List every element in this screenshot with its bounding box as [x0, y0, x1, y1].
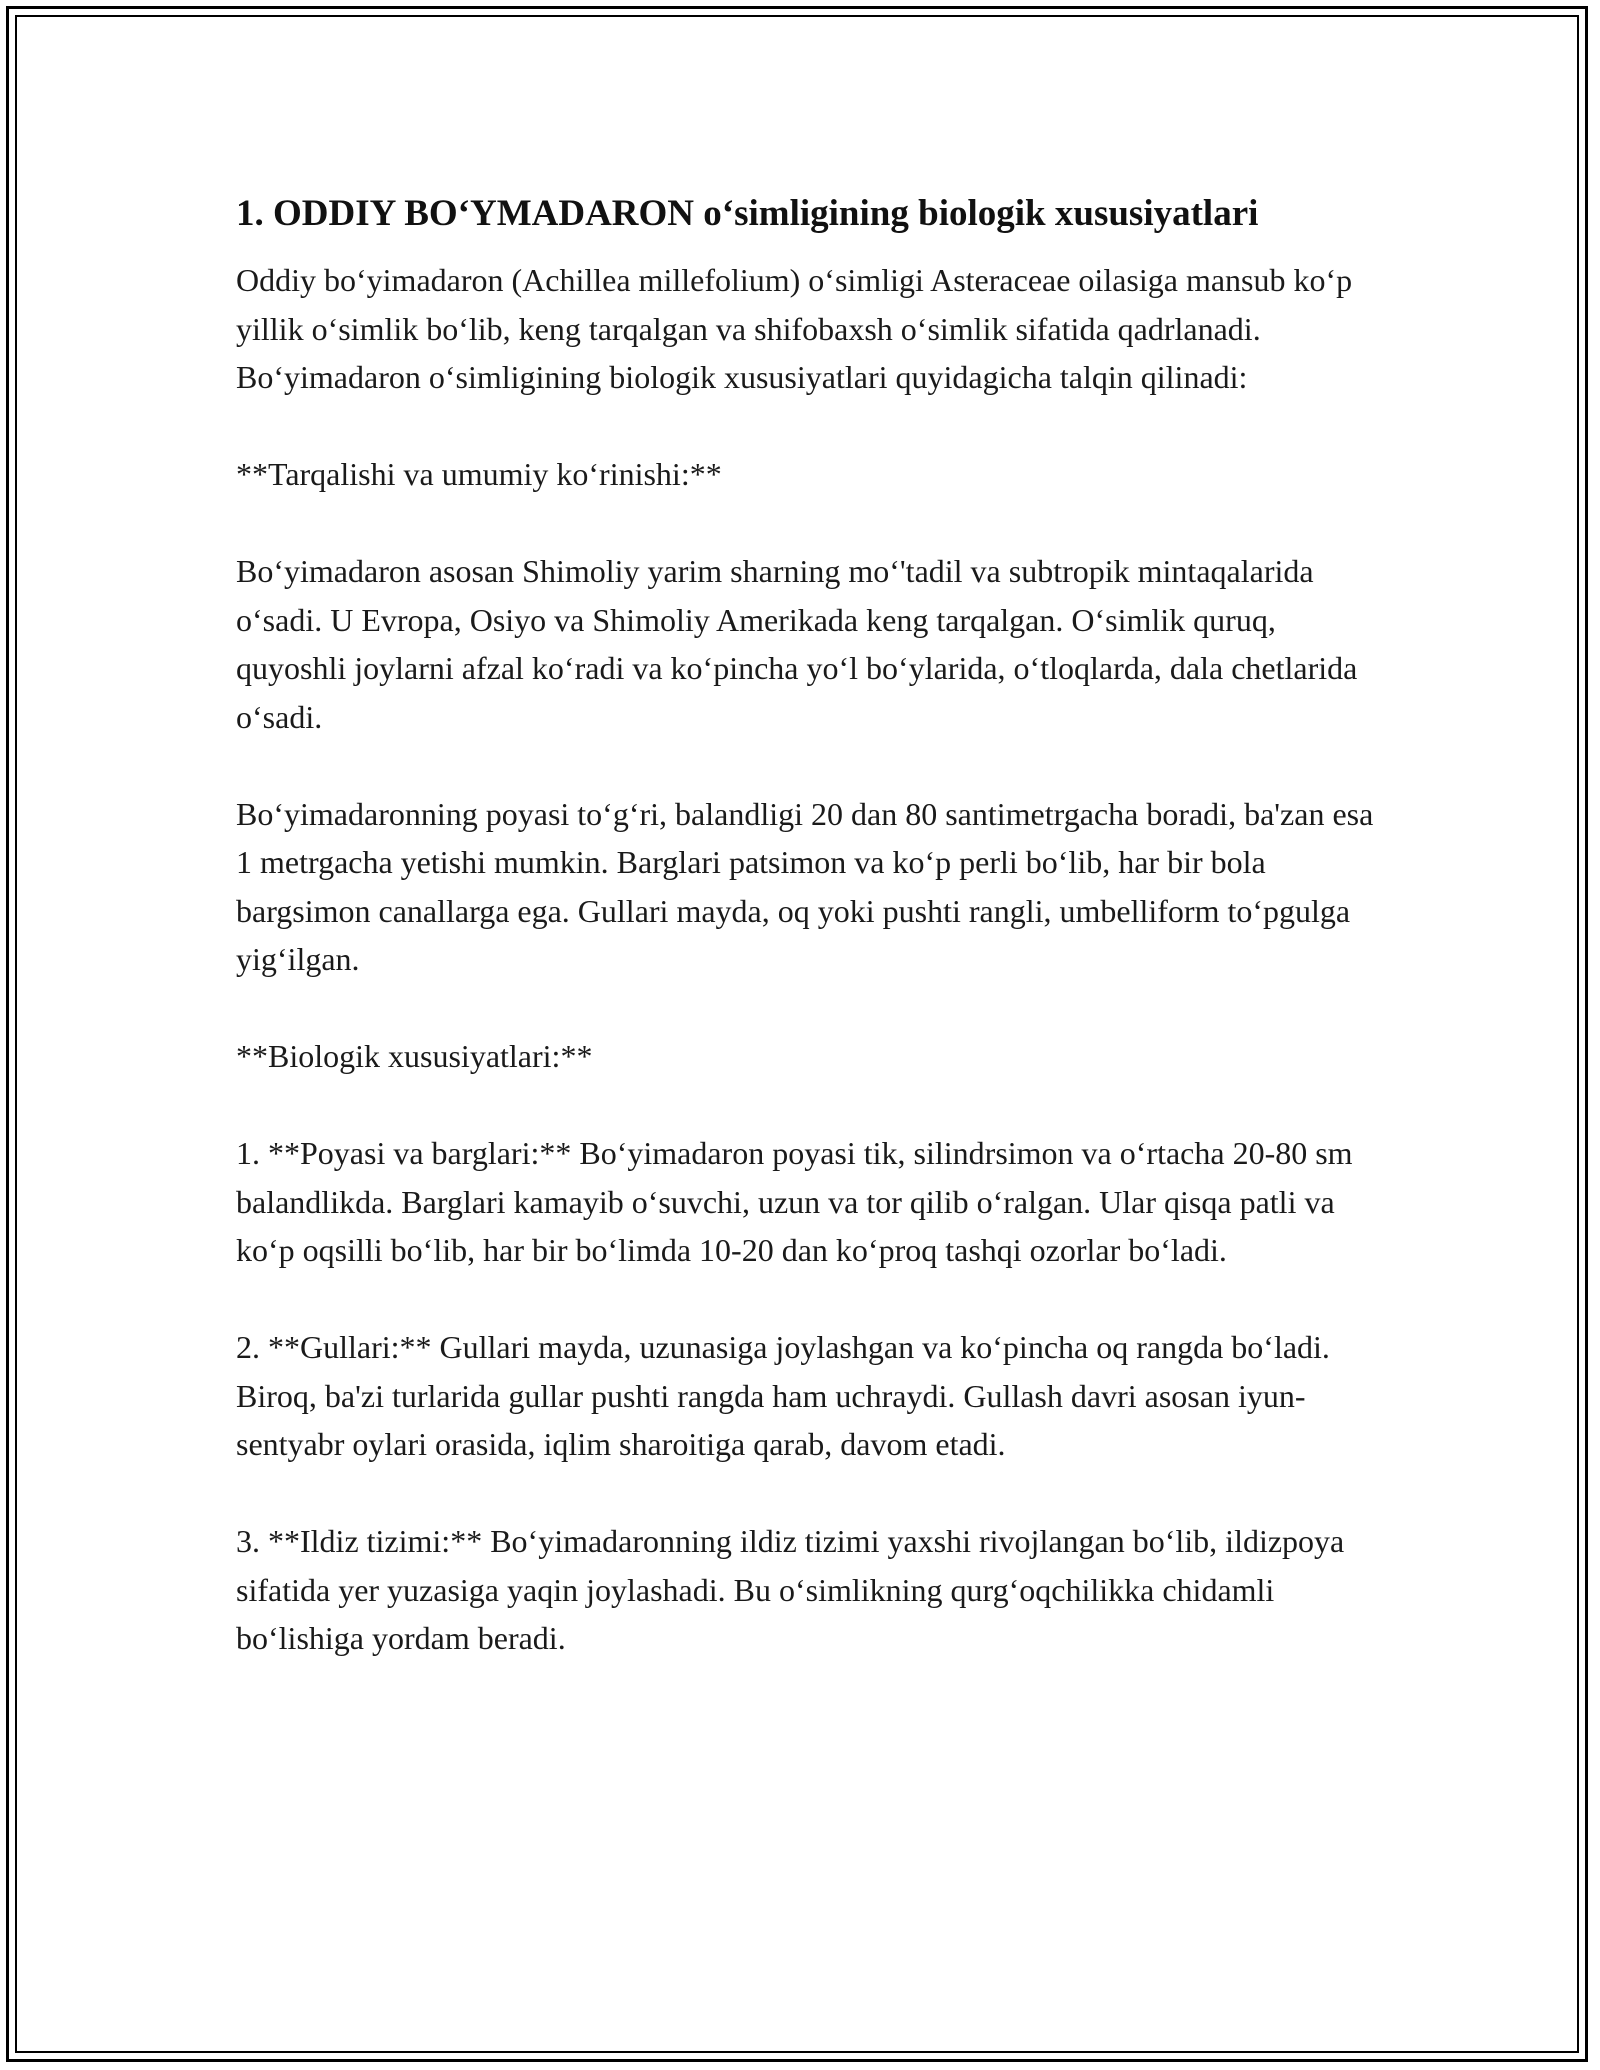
- heading-distribution: **Tarqalishi va umumiy ko‘rinishi:**: [236, 456, 722, 492]
- list-item-stem-leaves: 1. **Poyasi va barglari:** Bo‘yimadaron poyasi tik, silindrsimon va o‘rtacha 20-80 sm balandlikda. Barglari kamayib o‘suvchi, uzun va tor qilib o‘ralgan. Ular qisqa patli va ko‘p oqsilli bo‘lib, har bir bo‘limda 10-20 dan ko‘proq tashqi ozorlar bo‘ladi.: [236, 1135, 1353, 1268]
- document-body: [236, 186, 1386, 1711]
- document-title: 1. ODDIY BO‘YMADARON o‘simligining biologik xususiyatlari: [236, 193, 1259, 234]
- heading-biological-features: **Biologik xususiyatlari:**: [236, 1038, 593, 1074]
- list-item-root-system: 3. **Ildiz tizimi:** Bo‘yimadaronning ildiz tizimi yaxshi rivojlangan bo‘lib, ildizpoya sifatida yer yuzasiga yaqin joylashadi. Bu o‘simlikning qurg‘oqchilikka chidamli bo‘lishiga yordam beradi.: [236, 1523, 1345, 1656]
- list-item-flowers: 2. **Gullari:** Gullari mayda, uzunasiga joylashgan va ko‘pincha oq rangda bo‘ladi. Biroq, ba'zi turlarida gullar pushti rangda ham uchraydi. Gullash davri asosan iyun-sentyabr oylari orasida, iqlim sharoitiga qarab, davom etadi.: [236, 1329, 1330, 1462]
- paragraph-distribution: Bo‘yimadaron asosan Shimoliy yarim sharning mo‘'tadil va subtropik mintaqalarida o‘sadi. U Evropa, Osiyo va Shimoliy Amerikada keng tarqalgan. O‘simlik quruq, quyoshli joylarni afzal ko‘radi va ko‘pincha yo‘l bo‘ylarida, o‘tloqlarda, dala chetlarida o‘sadi.: [236, 553, 1358, 735]
- paragraph-stem-description: Bo‘yimadaronning poyasi to‘g‘ri, balandligi 20 dan 80 santimetrgacha boradi, ba'zan esa 1 metrgacha yetishi mumkin. Barglari patsimon va ko‘p perli bo‘lib, har bir bola bargsimon canallarga ega. Gullari mayda, oq yoki pushti rangli, umbelliform to‘pgulga yig‘ilgan.: [236, 795, 1374, 977]
- paragraph-intro: Oddiy bo‘yimadaron (Achillea millefolium) o‘simligi Asteraceae oilasiga mansub ko‘p yillik o‘simlik bo‘lib, keng tarqalgan va shifobaxsh o‘simlik sifatida qadrlanadi. Bo‘yimadaron o‘simligining biologik xususiyatlari quyidagicha talqin qilinadi:: [236, 262, 1353, 395]
